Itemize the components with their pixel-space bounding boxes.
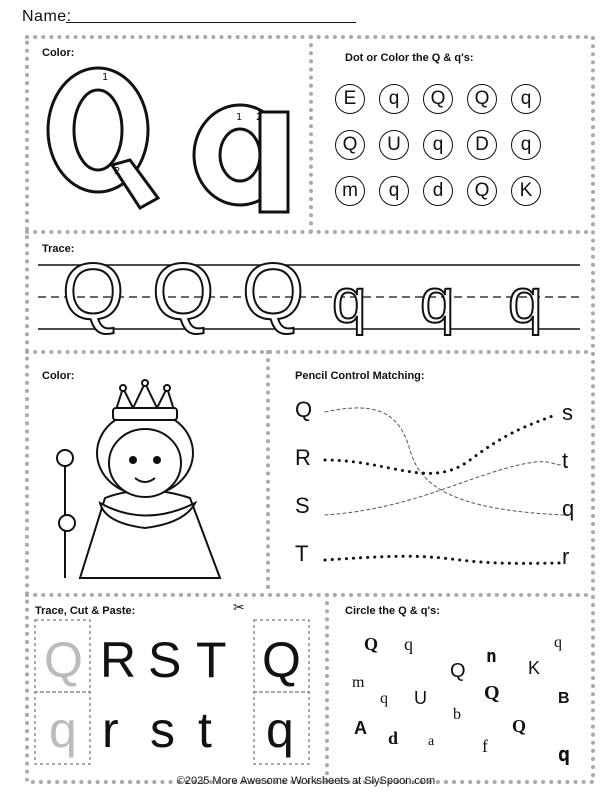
dot-circle[interactable]: U (379, 130, 409, 160)
circle-letter[interactable]: Q (364, 634, 379, 654)
pencil-right-letter: r (562, 544, 570, 569)
trace-letter[interactable]: q (508, 267, 543, 336)
circle-q-title: Circle the Q & q's: (345, 605, 440, 617)
trace-upper-letter[interactable]: Q (44, 632, 83, 688)
footer-credit: ©2025 More Awesome Worksheets at SlySpoon.com (176, 775, 436, 787)
scissors-icon: ✂ (233, 600, 245, 616)
circle-letter[interactable]: b (453, 706, 461, 723)
trace-letter[interactable]: Q (62, 247, 125, 336)
pencil-title: Pencil Control Matching: (295, 370, 425, 382)
dot-circle[interactable]: K (511, 176, 541, 206)
dot-circle[interactable]: q (423, 130, 453, 160)
dot-circle[interactable]: q (379, 84, 409, 114)
color-letters-art[interactable] (40, 60, 300, 225)
dot-circle[interactable]: Q (423, 84, 453, 114)
stroke-number-lower-2: 2 (256, 112, 263, 123)
pencil-right-letter: s (562, 400, 573, 425)
stroke-number-upper-2: 2 (114, 166, 121, 177)
dot-circle[interactable]: Q (467, 84, 497, 114)
dot-circle[interactable]: m (335, 176, 365, 206)
paste-upper-letter[interactable]: Q (262, 632, 301, 688)
pencil-right-letter: q (562, 496, 575, 521)
trace-title: Trace: (42, 243, 75, 255)
stroke-number-lower-1: 1 (236, 112, 243, 123)
dot-circle[interactable]: Q (467, 176, 497, 206)
circle-letter[interactable]: q (554, 634, 562, 651)
circle-letter[interactable]: Q (450, 660, 466, 682)
trace-letter[interactable]: Q (152, 247, 215, 336)
pencil-left-letter: R (295, 445, 311, 470)
dot-circle[interactable]: q (511, 84, 541, 114)
circle-letter[interactable]: Q (512, 716, 527, 736)
dot-circle[interactable]: d (423, 176, 453, 206)
circle-letter[interactable]: A (354, 718, 367, 738)
cut-lower-letter[interactable]: t (198, 702, 212, 758)
trace-letter[interactable]: Q (242, 247, 305, 336)
color-title: Color: (42, 47, 75, 59)
circle-letter[interactable]: q (380, 690, 388, 707)
trace-cut-title: Trace, Cut & Paste: (35, 605, 136, 617)
color-mid-title: Color: (42, 370, 75, 382)
pencil-left-letter: S (295, 493, 310, 518)
cut-upper-letter[interactable]: R (100, 632, 137, 688)
circle-letter[interactable]: K (528, 658, 541, 678)
circle-letter[interactable]: d (388, 728, 399, 748)
name-label: Name: (22, 8, 72, 25)
circle-letter[interactable]: q (558, 742, 571, 766)
dot-circle[interactable]: D (467, 130, 497, 160)
circle-letter[interactable]: Q (484, 682, 500, 704)
dot-circle[interactable]: E (335, 84, 365, 114)
trace-letter[interactable]: q (420, 267, 455, 336)
pencil-right-letter: t (562, 448, 569, 473)
dot-color-title: Dot or Color the Q & q's: (345, 52, 474, 64)
matching-paths[interactable] (300, 380, 580, 590)
dot-circle[interactable]: Q (335, 130, 365, 160)
pencil-left-letter: T (295, 541, 309, 566)
stroke-number-upper-1: 1 (102, 72, 109, 83)
dot-circle[interactable]: q (379, 176, 409, 206)
paste-lower-letter[interactable]: q (266, 702, 294, 758)
circle-letter[interactable]: m (352, 674, 365, 691)
dot-circle[interactable]: q (511, 130, 541, 160)
circle-letter[interactable]: n (486, 646, 497, 667)
trace-letter[interactable]: q (332, 267, 367, 336)
circle-letter[interactable]: U (414, 688, 427, 708)
cut-lower-letter[interactable]: s (150, 702, 175, 758)
cut-upper-letter[interactable]: S (148, 632, 182, 688)
circle-letter[interactable]: a (428, 734, 435, 749)
cut-upper-letter[interactable]: T (196, 632, 227, 688)
cut-lower-letter[interactable]: r (102, 702, 119, 758)
trace-lower-letter[interactable]: q (49, 702, 77, 758)
queen-coloring-picture[interactable] (45, 368, 255, 588)
circle-letter[interactable]: f (482, 736, 488, 756)
circle-letter[interactable]: B (558, 690, 570, 707)
pencil-left-letter: Q (295, 397, 313, 422)
circle-letter[interactable]: q (404, 634, 413, 654)
